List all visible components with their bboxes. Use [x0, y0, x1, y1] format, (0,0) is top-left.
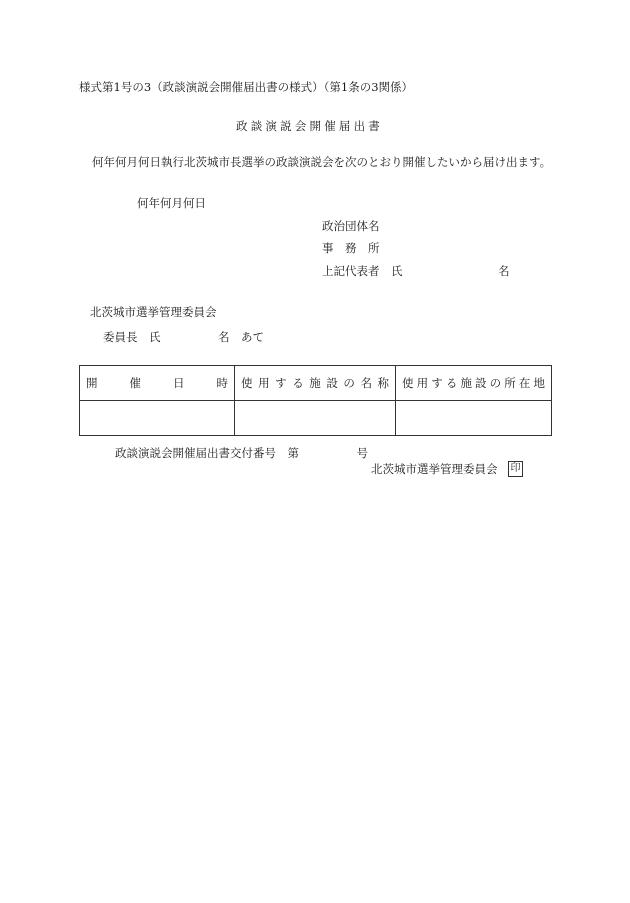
office-label: 事 務 所 [322, 241, 380, 255]
header-char: 用 [416, 376, 429, 390]
header-char: 日 [173, 376, 185, 390]
header-char: 使 [402, 376, 414, 390]
org-name-label: 政治団体名 [322, 219, 380, 233]
header-char: の [489, 376, 502, 390]
header-date-time [80, 366, 235, 401]
header-char: の [343, 376, 355, 390]
header-char: 名 [360, 376, 372, 390]
table-header-row [80, 366, 552, 401]
date-line: 何年何月何日 [137, 196, 206, 210]
header-char: 開 [86, 376, 98, 390]
issue-number-line: 政談演説会開催届出書交付番号 第 号 [115, 446, 368, 460]
header-char: 所 [504, 376, 516, 390]
intro-text: 何年何月何日執行北茨城市長選挙の政談演説会を次のとおり開催したいから届け出ます。 [92, 155, 552, 169]
header-char: 施 [460, 376, 472, 390]
addressee-chair-line: 委員長 氏 名 あて [103, 330, 264, 344]
document-title: 政談演説会開催届出書 [236, 119, 383, 133]
seal-mark: 印 [508, 461, 523, 477]
header-char: 施 [309, 376, 321, 390]
cell-date-time[interactable] [80, 401, 235, 436]
addressee-committee: 北茨城市選挙管理委員会 [90, 305, 217, 319]
table-row [80, 401, 552, 436]
representative-name-mark: 名 [498, 264, 510, 278]
header-facility-name [235, 366, 396, 401]
header-char: す [431, 376, 443, 390]
header-char: 時 [216, 376, 228, 390]
header-char: る [292, 376, 304, 390]
header-char: 設 [475, 376, 487, 390]
header-facility-address [396, 366, 552, 401]
cell-facility-name[interactable] [235, 401, 396, 436]
representative-label: 上記代表者 氏 [322, 264, 403, 278]
header-char: 称 [377, 376, 389, 390]
cell-facility-address[interactable] [396, 401, 552, 436]
header-char: す [275, 376, 287, 390]
header-char: 催 [129, 376, 141, 390]
header-char: 用 [258, 376, 270, 390]
form-label: 様式第1号の3（政談演説会開催届出書の様式）（第1条の3関係） [79, 80, 414, 94]
event-table [79, 365, 552, 436]
header-char: 設 [326, 376, 338, 390]
header-char: 地 [533, 376, 545, 390]
header-char: る [445, 376, 458, 390]
header-char: 使 [241, 376, 253, 390]
committee-signature: 北茨城市選挙管理委員会 [371, 462, 498, 476]
header-char: 在 [518, 376, 531, 390]
